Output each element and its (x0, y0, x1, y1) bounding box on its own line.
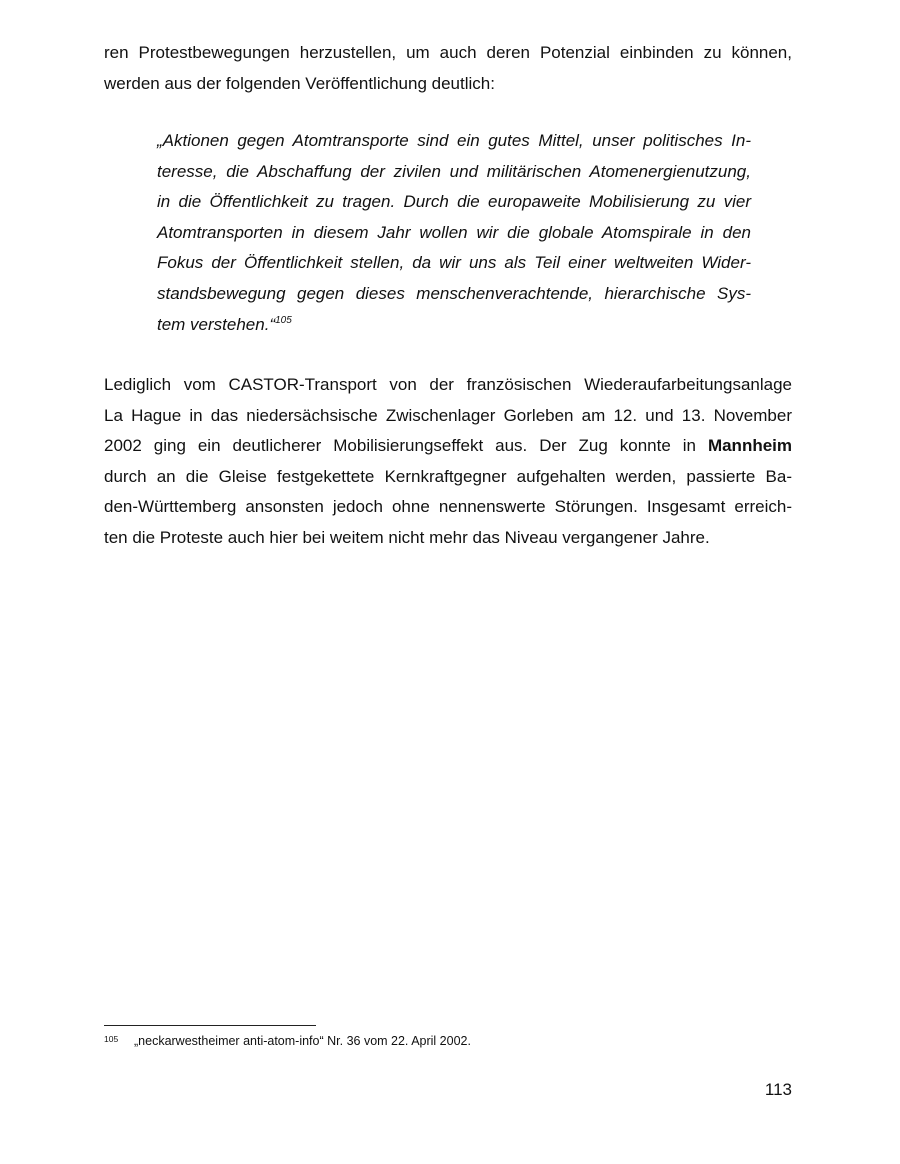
quote-last-line (157, 310, 751, 341)
quote-line: standsbewegung gegen dieses menschenverachtende, hierarchische Sys- (157, 283, 751, 303)
footnote-reference[interactable]: 105 (275, 314, 292, 326)
quote-line: Atomtransporten in diesem Jahr wollen wir die globale Atomspirale in den (157, 222, 751, 242)
quote-line: „Aktionen gegen Atomtransporte sind ein gutes Mittel, unser politisches In- (157, 131, 751, 150)
text-line: durch an die Gleise festgekettete Kernkraftgegner aufgehalten werden, passierte Ba- (104, 466, 792, 486)
text-line: Lediglich vom CASTOR-Transport von der französischen Wiederaufarbeitungsanlage (104, 375, 792, 394)
text-line-with-bold (104, 431, 792, 462)
text-line: werden aus der folgenden Veröffentlichung deutlich: (104, 73, 495, 93)
text-line: La Hague in das niedersächsische Zwischenlager Gorleben am 12. und 13. November (104, 405, 792, 425)
block-quote (157, 126, 751, 340)
text-line: ren Protestbewegungen herzustellen, um auch deren Potenzial einbinden zu können, (104, 43, 792, 62)
main-paragraph (104, 370, 792, 553)
bold-place-name: Mannheim (707, 436, 792, 455)
text-segment: 2002 ging ein deutlicherer Mobilisierungseffekt aus. Der Zug konnte in (104, 436, 696, 455)
text-line: den-Württemberg ansonsten jedoch ohne nennenswerte Störungen. Insgesamt erreich- (104, 497, 792, 516)
intro-paragraph (104, 38, 792, 99)
footnote-text: „neckarwestheimer anti-atom-info“ Nr. 36 vom 22. April 2002. (134, 1034, 471, 1048)
page-number: 113 (764, 1080, 792, 1099)
quote-line: in die Öffentlichkeit zu tragen. Durch die europaweite Mobilisierung zu vier (157, 192, 751, 212)
footnote-number: 105 (104, 1034, 119, 1044)
quote-line: Fokus der Öffentlichkeit stellen, da wir uns als Teil einer weltweiten Wider- (157, 253, 751, 273)
quote-line: tem verstehen.“ (157, 314, 276, 334)
footnote-divider (104, 1025, 316, 1026)
text-line: ten die Proteste auch hier bei weitem nicht mehr das Niveau vergangener Jahre. (104, 527, 710, 547)
quote-line: teresse, die Abschaffung der zivilen und militärischen Atomenergienutzung, (157, 161, 751, 181)
